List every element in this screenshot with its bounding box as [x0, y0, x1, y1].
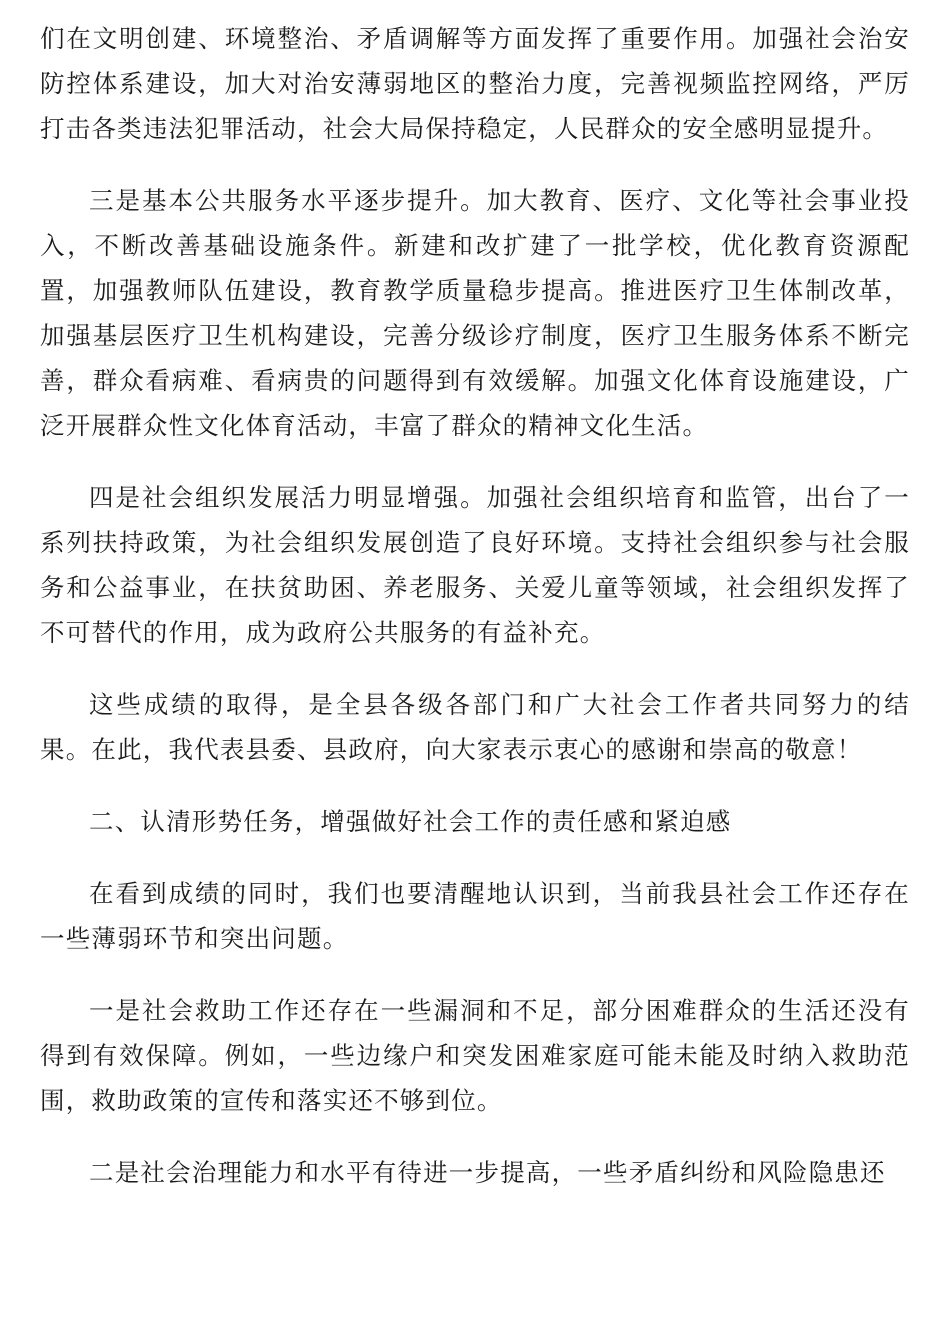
paragraph-social-assistance-issues: 一是社会救助工作还存在一些漏洞和不足，部分困难群众的生活还没有得到有效保障。例如，一些边缘户和突发困难家庭可能未能及时纳入救助范围，救助政策的宣传和落实还不够到位。 [40, 996, 910, 1115]
section-heading-2: 二、认清形势任务，增强做好社会工作的责任感和紧迫感 [89, 807, 732, 836]
paragraph-governance-issues: 二是社会治理能力和水平有待进一步提高，一些矛盾纠纷和风险隐患还 [89, 1158, 886, 1187]
document-page [40, 16, 910, 1222]
paragraph-social-organizations: 四是社会组织发展活力明显增强。加强社会组织培育和监管，出台了一系列扶持政策，为社会组织发展创造了良好环境。支持社会组织参与社会服务和公益事业，在扶贫助困、养老服务、关爱儿童等领域，社会组织发挥了不可替代的作用，成为政府公共服务的有益补充。 [40, 483, 910, 647]
paragraph-continuation-public-safety: 们在文明创建、环境整治、矛盾调解等方面发挥了重要作用。加强社会治安防控体系建设，加大对治安薄弱地区的整治力度，完善视频监控网络，严厉打击各类违法犯罪活动，社会大局保持稳定，人民群众的安全感明显提升。 [40, 24, 910, 143]
paragraph-acknowledgement: 这些成绩的取得，是全县各级各部门和广大社会工作者共同努力的结果。在此，我代表县委、县政府，向大家表示衷心的感谢和崇高的敬意！ [40, 690, 910, 764]
paragraph-problems-intro: 在看到成绩的同时，我们也要清醒地认识到，当前我县社会工作还存在一些薄弱环节和突出问题。 [40, 879, 910, 953]
paragraph-public-services: 三是基本公共服务水平逐步提升。加大教育、医疗、文化等社会事业投入，不断改善基础设施条件。新建和改扩建了一批学校，优化教育资源配置，加强教师队伍建设，教育教学质量稳步提高。推进医疗卫生体制改革，加强基层医疗卫生机构建设，完善分级诊疗制度，医疗卫生服务体系不断完善，群众看病难、看病贵的问题得到有效缓解。加强文化体育设施建设，广泛开展群众性文化体育活动，丰富了群众的精神文化生活。 [40, 186, 910, 440]
